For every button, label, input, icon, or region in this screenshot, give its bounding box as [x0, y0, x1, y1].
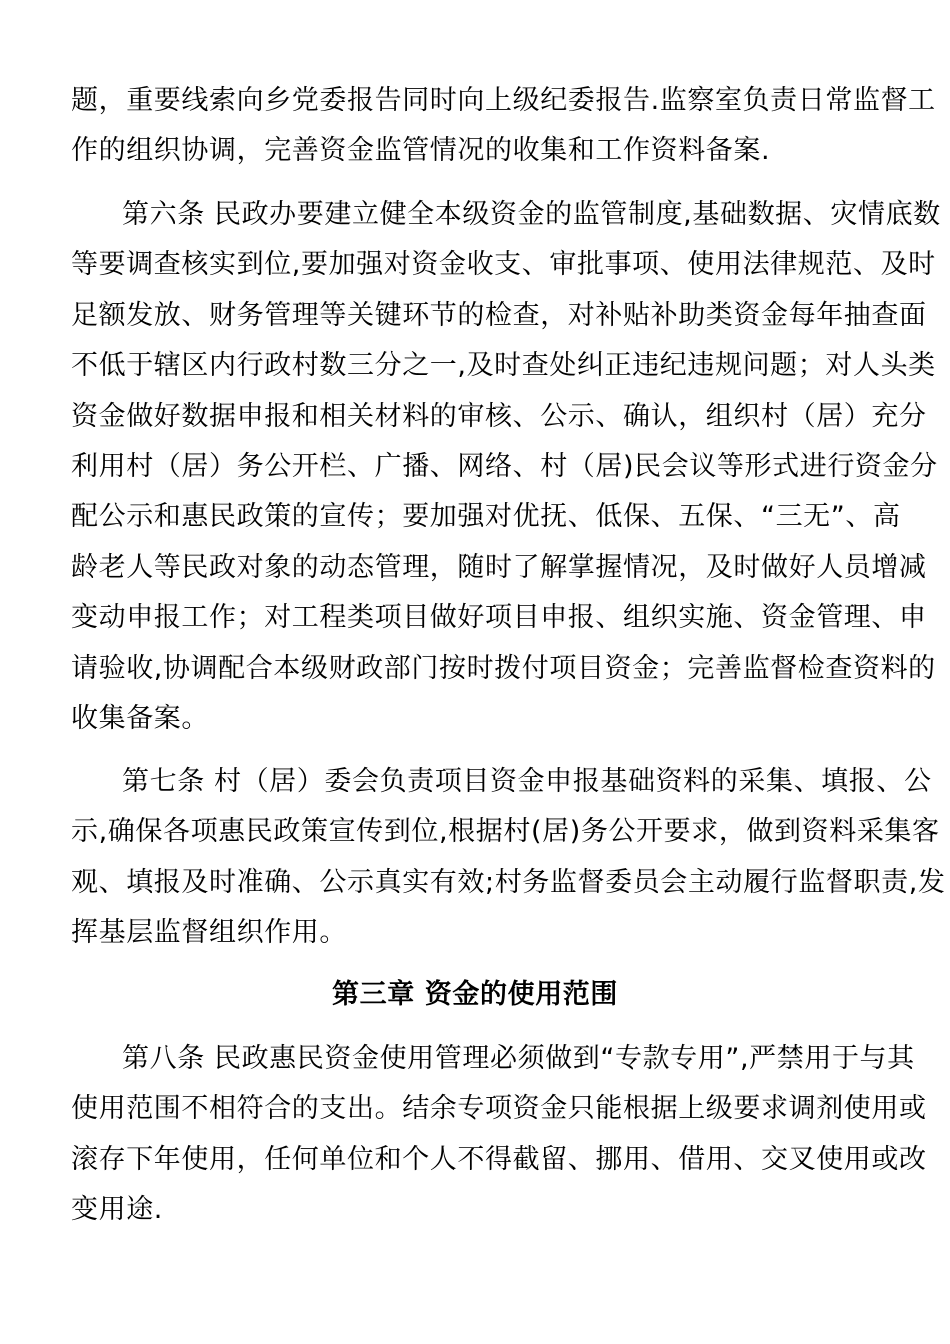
text-line: 变动申报工作；对工程类项目做好项目申报、组织实施、资金管理、申	[71, 602, 927, 633]
text-line: 请验收,协调配合本级财政部门按时拨付项目资金；完善监督检查资料的	[71, 653, 936, 684]
text-line: 观、填报及时准确、公示真实有效;村务监督委员会主动履行监督职责,发	[71, 867, 946, 898]
text-line: 示,确保各项惠民政策宣传到位,根据村(居)务公开要求，做到资料采集客	[71, 816, 940, 847]
text-line: 收集备案。	[71, 703, 209, 734]
text-line: 作的组织协调，完善资金监管情况的收集和工作资料备案.	[71, 135, 771, 166]
text-line: 等要调查核实到位,要加强对资金收支、审批事项、使用法律规范、及时	[71, 249, 936, 280]
text-line: 配公示和惠民政策的宣传；要加强对优抚、低保、五保、“三无”、高	[71, 501, 901, 532]
text-line: 滚存下年使用，任何单位和个人不得截留、挪用、借用、交叉使用或改	[71, 1144, 927, 1175]
text-line: 资金做好数据申报和相关材料的审核、公示、确认，组织村（居）充分	[71, 401, 927, 432]
text-line: 题，重要线索向乡党委报告同时向上级纪委报告.监察室负责日常监督工	[71, 85, 936, 116]
text-line: 挥基层监督组织作用。	[71, 917, 347, 948]
text-line: 足额发放、财务管理等关键环节的检查，对补贴补助类资金每年抽查面	[71, 300, 927, 331]
text-line: 变用途.	[71, 1194, 163, 1225]
text-line: 第八条 民政惠民资金使用管理必须做到“专款专用”,严禁用于与其	[122, 1043, 915, 1074]
text-line: 不低于辖区内行政村数三分之一,及时查处纠正违纪违规问题；对人头类	[71, 350, 936, 381]
text-line: 龄老人等民政对象的动态管理，随时了解掌握情况，及时做好人员增减	[71, 552, 927, 583]
text-line: 利用村（居）务公开栏、广播、网络、村（居)民会议等形式进行资金分	[71, 451, 938, 482]
text-line: 第七条 村（居）委会负责项目资金申报基础资料的采集、填报、公	[122, 766, 932, 797]
chapter-heading: 第三章 资金的使用范围	[332, 979, 618, 1010]
text-line: 第六条 民政办要建立健全本级资金的监管制度,基础数据、灾情底数	[122, 199, 941, 230]
text-line: 使用范围不相符合的支出。结余专项资金只能根据上级要求调剂使用或	[71, 1093, 927, 1124]
